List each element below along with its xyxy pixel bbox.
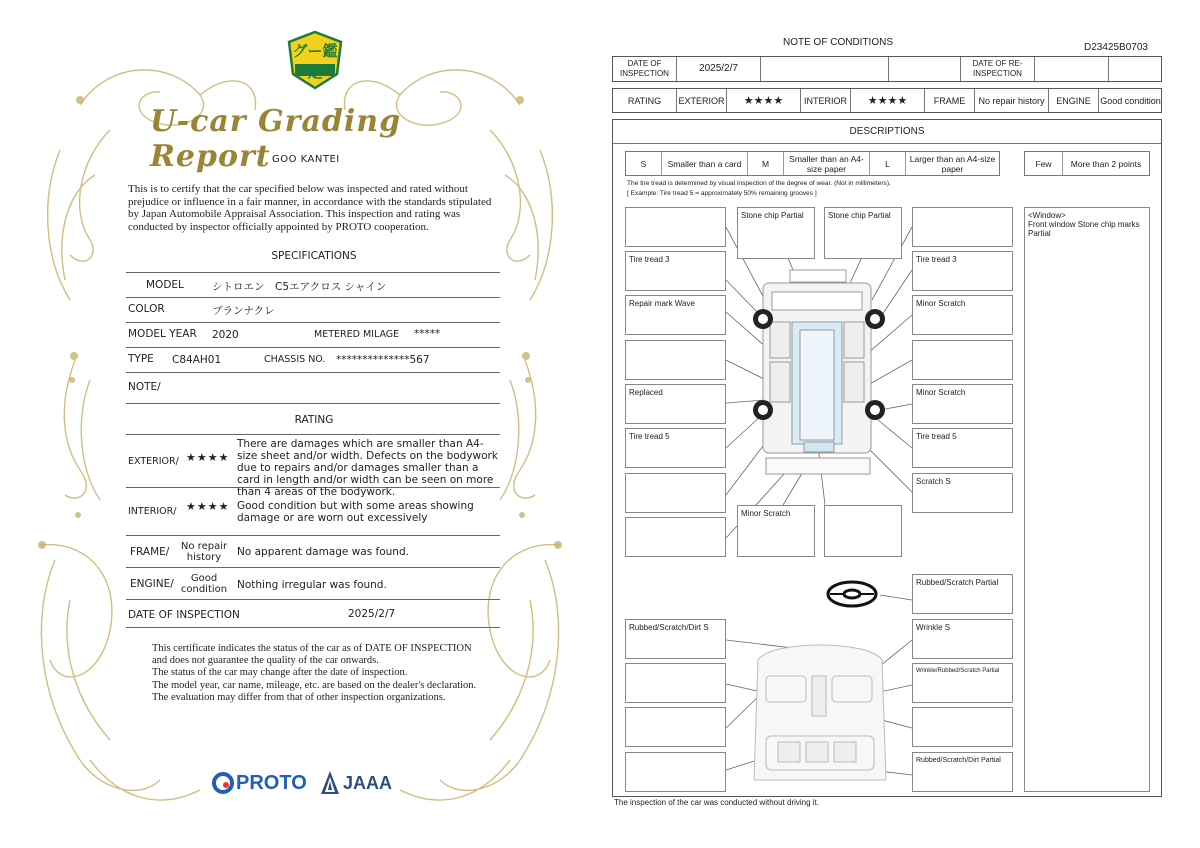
- model-value: シトロエン C5エアクロス シャイン: [212, 281, 387, 293]
- report-title: U-car Grading Report: [150, 104, 402, 174]
- jaaa-mark-icon: [320, 770, 340, 796]
- legend-few: Few: [1025, 152, 1063, 175]
- legend-few-description: More than 2 points: [1070, 158, 1142, 169]
- damage-box-front-right: Stone chip Partial: [824, 207, 902, 259]
- goo-kantei-badge: [287, 30, 343, 90]
- car-top-view: [763, 270, 871, 474]
- damage-box-interior-rear: Rubbed/Scratch/Dirt Partial: [912, 752, 1013, 792]
- color-row: [126, 298, 500, 323]
- date-of-inspection-label: DATE OF INSPECTION: [613, 57, 677, 81]
- inspection-date-label: DATE OF INSPECTION: [128, 609, 240, 621]
- model-row: [126, 272, 500, 298]
- legend-l-description: Larger than an A4-size paper: [909, 153, 996, 174]
- proto-logo-text: PROTO: [236, 771, 307, 794]
- exterior-rating-row: [126, 434, 500, 498]
- damage-box: [824, 505, 902, 557]
- rating-title: RATING: [294, 414, 334, 426]
- damage-box-left-rear-tire: Tire tread 5: [625, 428, 726, 468]
- date-of-inspection-value: 2025/2/7: [677, 57, 761, 81]
- engine-description: Nothing irregular was found.: [237, 579, 387, 591]
- legend-m: M: [748, 152, 784, 175]
- damage-box-right-front-tire: Tire tread 3: [912, 251, 1013, 291]
- interior-stars: ★★★★: [851, 89, 925, 112]
- damage-box-interior-right-front: Wrinkle S: [912, 619, 1013, 659]
- badge-text: グー鑑定: [292, 42, 338, 81]
- proto-mark-icon: [212, 771, 234, 795]
- certificate-disclaimer: [152, 643, 482, 704]
- damage-box: [625, 517, 726, 557]
- damage-box: [625, 707, 726, 747]
- organization-name: GOO KANTEI: [272, 154, 340, 165]
- engine-label: ENGINE/: [130, 578, 174, 590]
- damage-box: [912, 340, 1013, 380]
- interior-label: INTERIOR/: [128, 506, 177, 517]
- note-label: NOTE/: [128, 381, 161, 393]
- disclaimer-line: The evaluation may differ from that of other inspection organizations.: [152, 691, 446, 703]
- jaaa-logo-text: JAAA: [343, 772, 393, 793]
- inspection-date-row: [126, 600, 500, 628]
- note-of-conditions: [600, 0, 1200, 848]
- legend-l: L: [870, 152, 906, 175]
- frame-row: [126, 536, 500, 568]
- damage-box-left-front-door: Repair mark Wave: [625, 295, 726, 335]
- interior-description: Good condition but with some areas showing damage or are worn out excessively: [237, 500, 474, 524]
- damage-box-front-left: Stone chip Partial: [737, 207, 815, 259]
- inspection-footnote: The inspection of the car was conducted without driving it.: [614, 798, 819, 807]
- model-year-label: MODEL YEAR: [128, 328, 197, 340]
- damage-box: [625, 663, 726, 703]
- damage-box-steering: Rubbed/Scratch Partial: [912, 574, 1013, 614]
- exterior-stars: ★★★★: [186, 451, 230, 464]
- damage-box-right-rear-tire: Tire tread 5: [912, 428, 1013, 468]
- frame-label: FRAME: [925, 89, 975, 112]
- rating-label: RATING: [613, 89, 677, 112]
- damage-box-left-rear-door: Replaced: [625, 384, 726, 424]
- engine-value: Good condition: [180, 573, 228, 595]
- damage-box-interior-ceiling: Rubbed/Scratch/Dirt S: [625, 619, 726, 659]
- type-row: [126, 348, 500, 373]
- frame-value: No repair history: [180, 541, 228, 563]
- tire-tread-note: The tire tread is determined by visual inspection of the degree of wear. (Not in millimeters).: [627, 180, 891, 187]
- exterior-label: EXTERIOR/: [128, 456, 179, 467]
- model-label: MODEL: [146, 279, 184, 291]
- document-id: D23425B0703: [1084, 42, 1148, 53]
- steering-wheel-icon: [828, 582, 876, 606]
- legend-s: S: [626, 152, 662, 175]
- damage-box: [625, 340, 726, 380]
- interior-label: INTERIOR: [801, 89, 851, 112]
- window-note-box: <Window> Front window Stone chip marks Partial: [1024, 207, 1150, 792]
- mileage-label: METERED MILAGE: [314, 329, 400, 340]
- damage-box-rear-left: Minor Scratch: [737, 505, 815, 557]
- damage-box: [912, 707, 1013, 747]
- descriptions-title: DESCRIPTIONS: [613, 120, 1161, 144]
- disclaimer-line: The model year, car name, mileage, etc. are based on the dealer's declaration.: [152, 679, 477, 691]
- reinspection-label: DATE OF RE-INSPECTION: [961, 57, 1035, 81]
- engine-row: [126, 568, 500, 600]
- color-value: ブランナクレ: [212, 305, 275, 317]
- legend-m-description: Smaller than an A4-size paper: [784, 152, 870, 175]
- engine-value: Good condition: [1100, 95, 1161, 106]
- damage-box-right-rear-door: Minor Scratch: [912, 384, 1013, 424]
- model-year-row: [126, 323, 500, 348]
- car-interior-view: [754, 645, 886, 780]
- note-row: [126, 373, 500, 404]
- frame-label: FRAME/: [130, 546, 170, 558]
- chassis-value: **************567: [336, 354, 430, 366]
- model-year-value: 2020: [212, 329, 239, 341]
- interior-rating-row: [126, 488, 500, 536]
- damage-box-right-front-door: Minor Scratch: [912, 295, 1013, 335]
- type-value: C84AH01: [172, 354, 222, 366]
- specifications-title: SPECIFICATIONS: [271, 250, 357, 262]
- frame-description: No apparent damage was found.: [237, 546, 409, 558]
- color-label: COLOR: [128, 303, 165, 315]
- type-label: TYPE: [128, 353, 154, 365]
- inspection-date-value: 2025/2/7: [348, 608, 396, 620]
- tire-tread-example: [ Example: Tire tread 5 = approximately 50% remaining grooves ]: [627, 190, 817, 197]
- exterior-label: EXTERIOR: [677, 89, 727, 112]
- exterior-stars: ★★★★: [727, 89, 801, 112]
- damage-box-right-rear: Scratch S: [912, 473, 1013, 513]
- damage-box: [912, 207, 1013, 247]
- frame-value: No repair history: [975, 89, 1049, 112]
- mileage-value: *****: [414, 328, 441, 340]
- disclaimer-line: This certificate indicates the status of the car as of DATE OF INSPECTION and does not guarantee the quality of the car onwards.: [152, 643, 472, 667]
- chassis-label: CHASSIS NO.: [264, 354, 326, 365]
- damage-box-left-front-tire: Tire tread 3: [625, 251, 726, 291]
- damage-box: [625, 473, 726, 513]
- damage-box: [625, 752, 726, 792]
- jaaa-logo: [320, 770, 400, 796]
- proto-logo: [212, 770, 312, 796]
- certification-statement: This is to certify that the car specified below was inspected and rated without prejudice or influence in a fair manner, in accordance with the standards stipulated by Japan Automobile Appraisal Association. This inspection and rating was conducted by inspector officially appointed by PROTO cooperation.: [128, 183, 492, 233]
- interior-stars: ★★★★: [186, 500, 230, 513]
- damage-box-interior-right-seat: Wrinkle/Rubbed/Scratch Partial: [912, 663, 1013, 703]
- engine-label: ENGINE: [1049, 89, 1099, 112]
- damage-box: [625, 207, 726, 247]
- note-title: NOTE OF CONDITIONS: [783, 37, 893, 48]
- disclaimer-line: The status of the car may change after the date of inspection.: [152, 667, 408, 679]
- legend-s-description: Smaller than a card: [662, 152, 748, 175]
- exterior-description: There are damages which are smaller than A4-size sheet and/or width. Defects on the bodywork due to repairs and/or damages smaller than a card in length and/or width can be seen on more than 4 areas of the bodywork.: [237, 438, 498, 498]
